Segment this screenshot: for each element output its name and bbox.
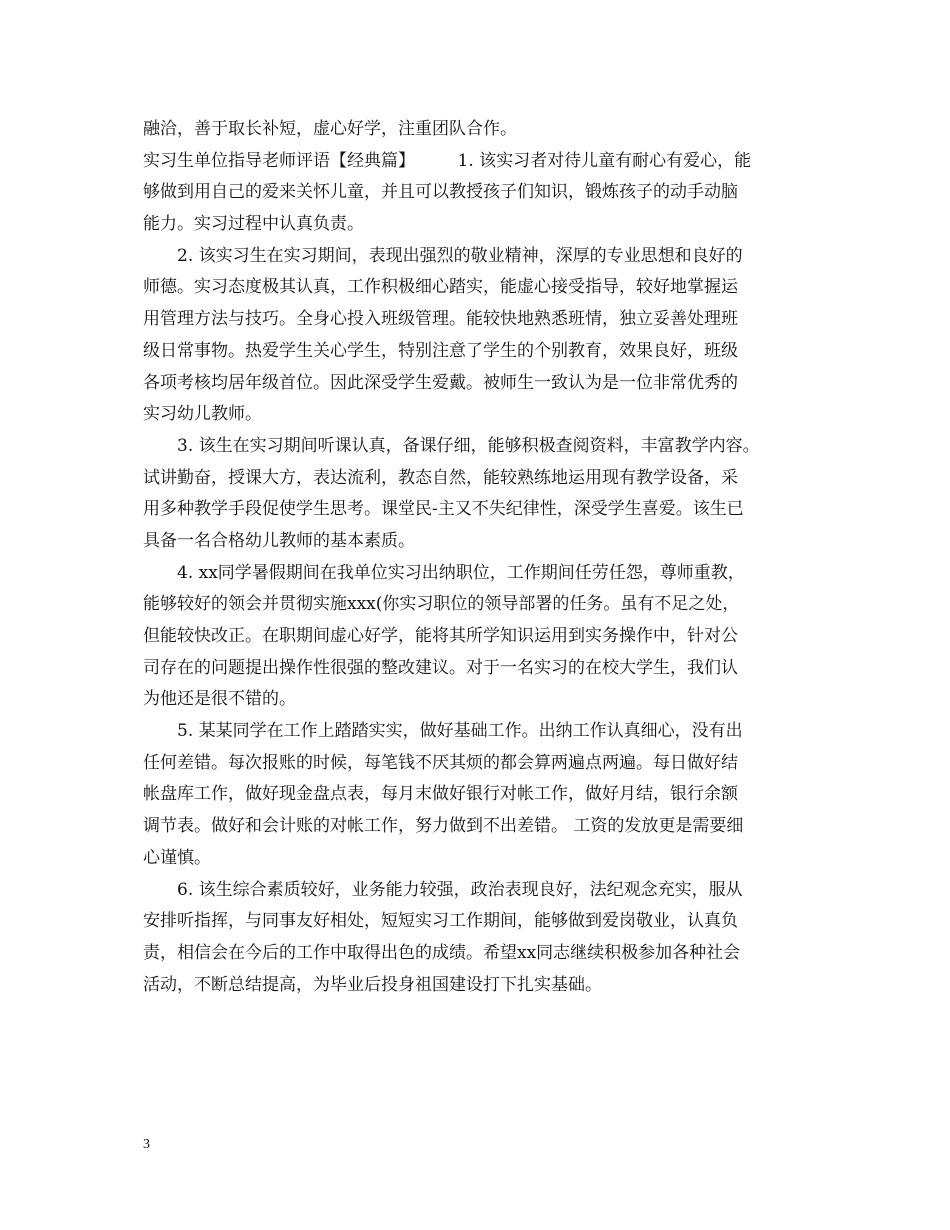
- paragraph-item-3: [143, 431, 821, 558]
- text-line: 司存在的问题提出操作性很强的整改建议。对于一名实习的在校大学生，我们认: [143, 657, 738, 678]
- text-line: 具备一名合格幼儿教师的基本素质。: [143, 530, 415, 551]
- text-line: 实习幼儿教师。: [143, 404, 262, 425]
- text-line: 任何差错。每次报账的时候，每笔钱不厌其烦的都会算两遍点两遍。每日做好结: [143, 752, 738, 773]
- paragraph-item-2: [143, 241, 821, 431]
- text-line: 用多种教学手段促使学生思考。课堂民-主又不失纪律性，深受学生喜爱。该生已: [143, 499, 744, 520]
- text-line: 融洽，善于取长补短，虚心好学，注重团队合作。: [143, 119, 517, 139]
- text-line: 4. xx同学暑假期间在我单位实习出纳职位，工作期间任劳任怨，尊师重教，: [177, 562, 745, 583]
- text-line: 帐盘库工作，做好现金盘点表，每月末做好银行对帐工作，做好月结，银行余额: [143, 784, 738, 805]
- paragraph-item-5: [143, 716, 821, 874]
- paragraph-item-4: [143, 558, 821, 716]
- document-body: [143, 114, 821, 1001]
- text-line: 为他还是很不错的。: [143, 689, 296, 710]
- text-line: 能够较好的领会并贯彻实施xxx(你实习职位的领导部署的任务。虽有不足之处，: [143, 594, 740, 615]
- text-line: 5. 某某同学在工作上踏踏实实，做好基础工作。出纳工作认真细心，没有出: [177, 721, 743, 742]
- paragraph-heading-item-1: [143, 146, 821, 241]
- text-line: 各项考核均居年级首位。因此深受学生爱戴。被师生一致认为是一位非常优秀的: [143, 372, 738, 393]
- text-line: 心谨慎。: [143, 847, 211, 868]
- text-line: 活动，不断总结提高，为毕业后投身祖国建设打下扎实基础。: [143, 974, 602, 995]
- text-line: 调节表。做好和会计账的对帐工作，努力做到不出差错。 工资的发放更是需要细: [143, 816, 744, 837]
- text-line: 够做到用自己的爱来关怀儿童，并且可以教授孩子们知识，锻炼孩子的动手动脑: [143, 182, 738, 203]
- text-line: 2. 该实习生在实习期间，表现出强烈的敬业精神，深厚的专业思想和良好的: [177, 245, 743, 266]
- text-line: 责，相信会在今后的工作中取得出色的成绩。希望xx同志继续积极参加各种社会: [143, 942, 741, 963]
- text-line: 安排听指挥，与同事友好相处，短短实习工作期间，能够做到爱岗敬业，认真负: [143, 911, 738, 932]
- text-line: 实习生单位指导老师评语【经典篇】 1. 该实习者对待儿童有耐心有爱心，能: [143, 150, 752, 171]
- paragraph-item-6: [143, 875, 821, 1002]
- text-line: 但能较快改正。在职期间虚心好学，能将其所学知识运用到实务操作中，针对公: [143, 626, 738, 646]
- text-line: 师德。实习态度极其认真，工作积极细心踏实，能虚心接受指导，较好地掌握运: [143, 277, 738, 298]
- text-line: 能力。实习过程中认真负责。: [143, 214, 364, 235]
- text-line: 6. 该生综合素质较好，业务能力较强，政治表现良好，法纪观念充实，服从: [177, 879, 743, 900]
- paragraph-intro-tail: [143, 114, 821, 146]
- page-number: 3: [143, 1137, 150, 1152]
- text-line: 试讲勤奋，授课大方，表达流利，教态自然，能较熟练地运用现有教学设备，采: [143, 467, 738, 488]
- text-line: 3. 该生在实习期间听课认真，备课仔细，能够积极查阅资料，丰富教学内容。: [177, 435, 760, 456]
- text-line: 级日常事物。热爱学生关心学生，特别注意了学生的个别教育，效果良好，班级: [143, 340, 738, 361]
- text-line: 用管理方法与技巧。全身心投入班级管理。能较快地熟悉班情，独立妥善处理班: [143, 309, 738, 330]
